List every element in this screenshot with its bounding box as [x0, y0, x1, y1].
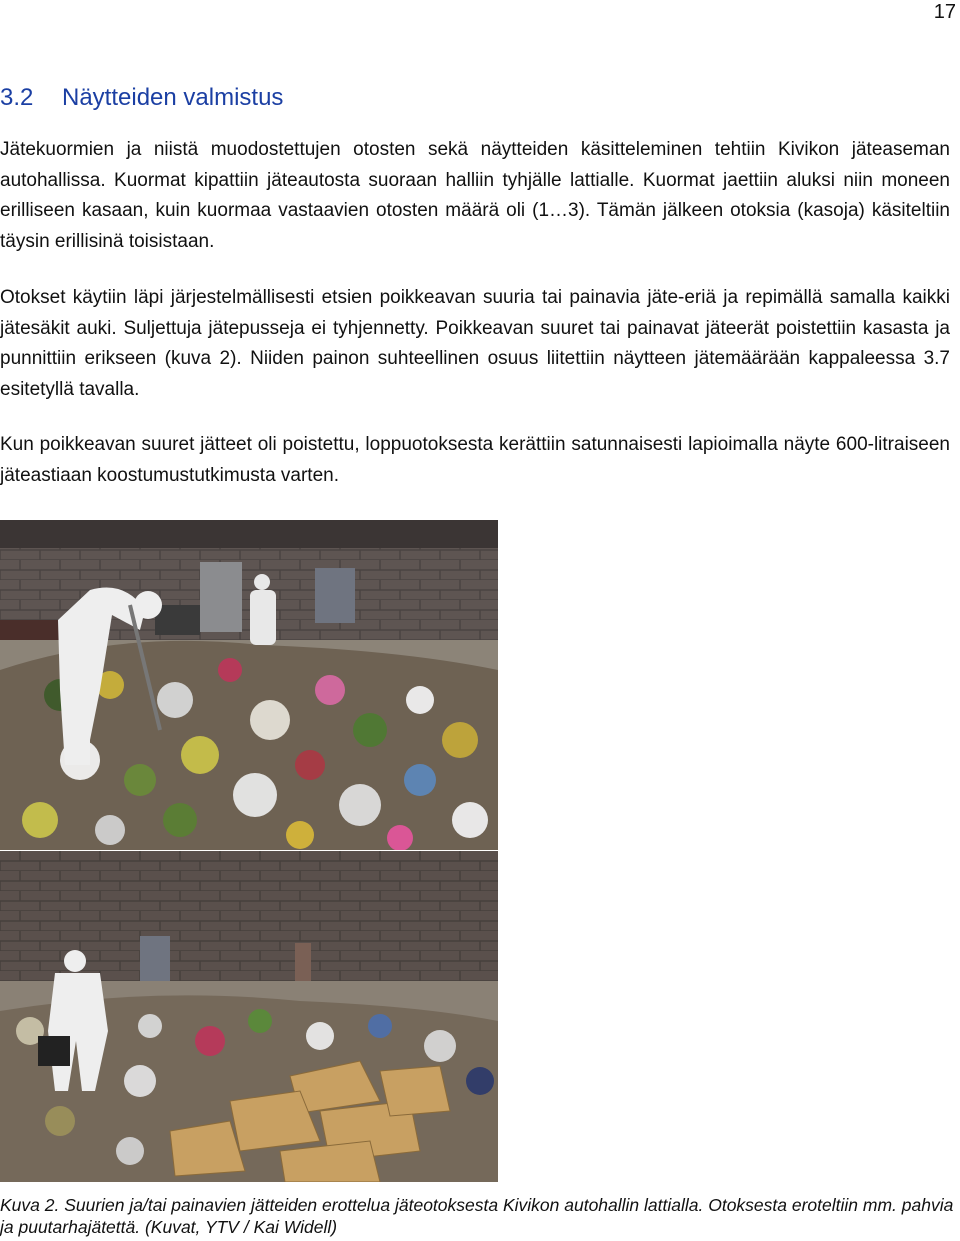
paragraph-1: Jätekuormien ja niistä muodostettujen otosten sekä näytteiden käsitteleminen tehtiin Kivikon jäteaseman autohallissa. Kuormat kipattiin jäteautosta suoraan halliin tyhjälle lattialle. Kuormat jaettiin aluksi niin moneen erilliseen kasaan, kuin kuormaa vastaavien otosten määrä oli (1…3). Tämän jälkeen otoksia (kasoja) käsiteltiin täysin erillisinä toisistaan.: [0, 139, 950, 252]
paragraph-2: Otokset käytiin läpi järjestelmällisesti etsien poikkeavan suuria tai painavia jäte-eriä ja repimällä samalla kaikki jätesäkit auki. Suljettuja jätepusseja ei tyhjennetty. Poikkeavan suuret tai painavat jäteerät poistettiin kasasta ja punnittiin erikseen (kuva 2). Niiden painon suhteellinen osuus liitettiin näytteen jätemäärään kappaleessa 3.7 esitetyllä tavalla.: [0, 287, 950, 400]
section-number: 3.2: [0, 84, 34, 111]
paragraph-3: Kun poikkeavan suuret jätteet oli poistettu, loppuotoksesta kerättiin satunnaisesti lapioimalla näyte 600-litraiseen jäteastiaan koostumustutkimusta varten.: [0, 434, 950, 486]
figure-caption: Kuva 2. Suurien ja/tai painavien jätteiden erottelua jäteotoksesta Kivikon autohallin lattialla. Otoksesta eroteltiin mm. pahvia ja puutarhajätettä. (Kuvat, YTV / Kai Widell): [0, 1195, 954, 1237]
photo-cardboard-waste-pile: [0, 851, 498, 1182]
section-heading: [0, 84, 283, 112]
photo-sorting-waste-pile: [0, 520, 498, 850]
section-title: Näytteiden valmistus: [62, 84, 284, 111]
page-number: 17: [933, 1, 956, 23]
